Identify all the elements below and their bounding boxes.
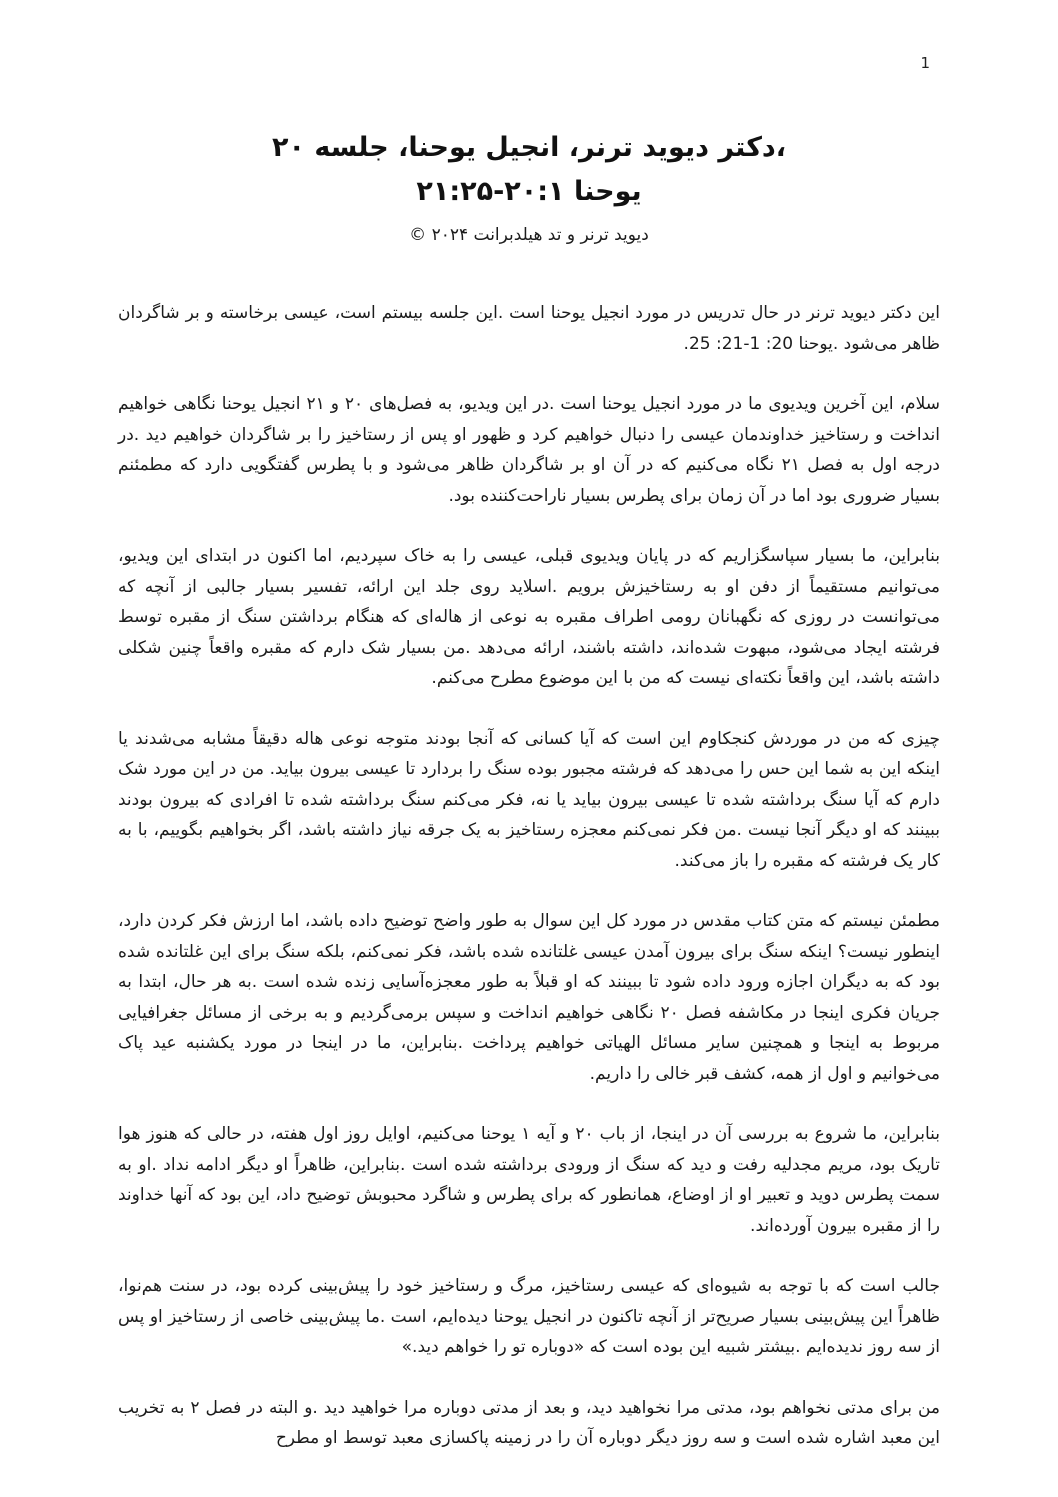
paragraph-6: بنابراین، ما شروع به بررسی آن در اینجا، از باب ۲۰ و آیه ۱ یوحنا می‌کنیم، اوایل روز اول هفته، در حالی که هنوز هوا تاریک بود، مریم مجدلیه رفت و دید که سنگ از ورودی برداشته شده است .بنابراین، ظاهراً او دیگر ادامه نداد .او به سمت پطرس دوید و تعبیر او از اوضاع، همانطور که برای پطرس و شاگرد محبوبش توضیح داد، این بود که آنها خداوند را از مقبره بیرون آورده‌اند. <box>118 1124 940 1236</box>
paragraph-3: بنابراین، ما بسیار سپاسگزاریم که در پایان ویدیوی قبلی، عیسی را به خاک سپردیم، اما اکنون در ابتدای این ویدیو، می‌توانیم مستقیماً از دفن او به رستاخیزش برویم .اسلاید روی جلد این ارائه، تفسیر بسیار جالبی از آنچه که می‌توانست در روزی که نگهبانان رومی اطراف مقبره به نوعی از هاله‌ای که هنگام برداشتن سنگ از مقبره توسط فرشته ایجاد می‌شود، مبهوت شده‌اند، داشته باشند، ارائه می‌دهد .من بسیار شک دارم که مقبره واقعاً چنین شکلی داشته باشد، این واقعاً نکته‌ای نیست که من با این موضوع مطرح می‌کنم. <box>118 546 940 688</box>
document-title-line-1: ،دکتر دیوید ترنر، انجیل یوحنا، جلسه ۲۰ <box>271 132 787 163</box>
paragraph-7: جالب است که با توجه به شیوه‌ای که عیسی رستاخیز، مرگ و رستاخیز خود را پیش‌بینی کرده بود، در سنت هم‌نوا، ظاهراً این پیش‌بینی بسیار صریح‌تر از آنچه تاکنون در انجیل یوحنا دیده‌ایم، است .ما پیش‌بینی خاصی از رستاخیز او پس از سه روز ندیده‌ایم .بیشتر شبیه این بوده است که «دوباره تو را خواهم دید.» <box>118 1276 940 1357</box>
paragraph-2: سلام، این آخرین ویدیوی ما در مورد انجیل یوحنا است .در این ویدیو، به فصل‌های ۲۰ و ۲۱ انجیل یوحنا نگاهی خواهیم انداخت و رستاخیز خداوندمان عیسی را دنبال خواهیم کرد و ظهور او پس از رستاخیز را بر شاگردان خواهیم دید .در درجه اول به فصل ۲۱ نگاه می‌کنیم که در آن او بر شاگردان ظاهر می‌شود و با پطرس گفتگویی دارد که مطمئنم بسیار ضروری بود اما در آن زمان برای پطرس بسیار ناراحت‌کننده بود. <box>118 394 940 506</box>
paragraph-4: چیزی که من در موردش کنجکاوم این است که آیا کسانی که آنجا بودند متوجه نوعی هاله دقیقاً مشابه می‌شدند یا اینکه این به شما این حس را می‌دهد که فرشته مجبور بوده سنگ را بردارد تا عیسی بیرون بیاید. من در این مورد شک دارم که آیا سنگ برداشته شده تا عیسی بیرون بیاید یا نه، فکر می‌کنم سنگ برداشته شده تا افرادی که بیرون بودند ببینند که او دیگر آنجا نیست .من فکر نمی‌کنم معجزه رستاخیز به یک جرقه نیاز داشته باشد، اگر بخواهیم بگوییم، با به کار یک فرشته که مقبره را باز می‌کند. <box>118 728 940 871</box>
document-title-line-2: یوحنا ۲۰:۱-۲۱:۲۵ <box>416 176 642 207</box>
paragraph-8: من برای مدتی نخواهم بود، مدتی مرا نخواهید دید، و بعد از مدتی دوباره مرا خواهید دید .و البته در فصل ۲ به تخریب این معبد اشاره شده است و سه روز دیگر دوباره آن را در زمینه پاکسازی معبد توسط او مطرح <box>118 1397 940 1448</box>
document-header <box>118 126 940 248</box>
copyright-line: دیوید ترنر و تد هیلدبرانت ۲۰۲۴ © <box>409 225 649 245</box>
page-number: 1 <box>920 54 930 72</box>
document-content <box>118 126 940 1454</box>
paragraph-1: این دکتر دیوید ترنر در حال تدریس در مورد انجیل یوحنا است .این جلسه بیستم است، عیسی برخاسته و بر شاگردان ظاهر می‌شود .یوحنا 20: 1-21: 25. <box>118 303 940 354</box>
document-body <box>118 298 940 1454</box>
paragraph-5: مطمئن نیستم که متن کتاب مقدس در مورد کل این سوال به طور واضح توضیح داده باشد، اما ارزش فکر کردن دارد، اینطور نیست؟ اینکه سنگ برای بیرون آمدن عیسی غلتانده شده باشد، فکر نمی‌کنم، بلکه سنگ برای این غلتانده شده بود که به دیگران اجازه ورود داده شود تا ببینند که او قبلاً به طور معجزه‌آسایی زنده شده است .به هر حال، ابتدا به جریان فکری اینجا در مکاشفه فصل ۲۰ نگاهی خواهیم انداخت و سپس برمی‌گردیم و به برخی از مسائل جغرافیایی مربوط به اینجا و همچنین سایر مسائل الهیاتی خواهیم پرداخت .بنابراین، ما در اینجا در مورد یکشنبه عید پاک می‌خوانیم و اول از همه، کشف قبر خالی را داریم. <box>118 911 940 1084</box>
